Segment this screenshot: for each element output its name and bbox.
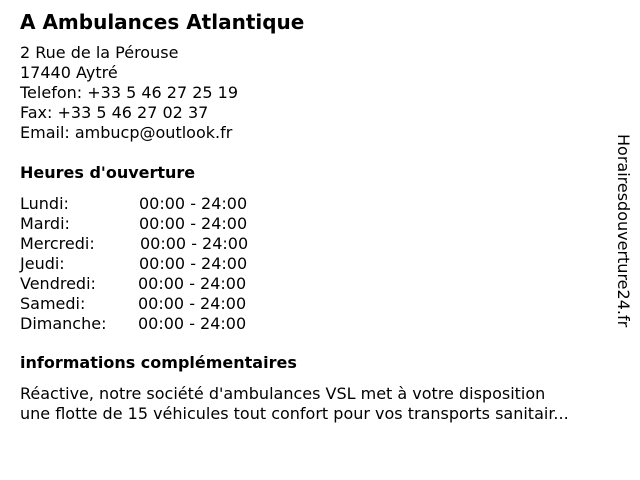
hours-row-wednesday [20,234,280,254]
contact-block [20,43,238,143]
hours-row-saturday [20,294,280,314]
time-range: 00:00 - 24:00 [140,234,249,253]
hours-row-tuesday [20,214,280,234]
hours-row-sunday [20,314,280,334]
day-label: Lundi: [20,194,69,213]
site-watermark: Horairesdouverture24.fr [614,134,633,328]
time-range: 00:00 - 24:00 [138,294,247,313]
hours-row-thursday [20,254,280,274]
opening-hours-heading: Heures d'ouverture [20,163,196,182]
time-range: 00:00 - 24:00 [139,194,248,213]
business-name: A Ambulances Atlantique [20,10,305,34]
fax-number: Fax: +33 5 46 27 02 37 [20,103,209,122]
day-label: Vendredi: [20,274,96,293]
day-label: Jeudi: [20,254,65,273]
opening-hours-table [20,194,280,334]
day-label: Mardi: [20,214,70,233]
additional-info-text [20,384,620,424]
day-label: Mercredi: [20,234,95,253]
additional-info-heading: informations complémentaires [20,353,297,372]
day-label: Samedi: [20,294,86,313]
street-address: 2 Rue de la Pérouse [20,43,179,62]
description-line: une flotte de 15 véhicules tout confort pour vos transports sanitair... [20,404,569,423]
email-address: Email: ambucp@outlook.fr [20,123,233,142]
time-range: 00:00 - 24:00 [139,254,248,273]
description-line: Réactive, notre société d'ambulances VSL met à votre disposition [20,384,546,403]
day-label: Dimanche: [20,314,107,333]
hours-row-monday [20,194,280,214]
time-range: 00:00 - 24:00 [138,314,247,333]
phone-number: Telefon: +33 5 46 27 25 19 [20,83,239,102]
hours-row-friday [20,274,280,294]
time-range: 00:00 - 24:00 [139,214,248,233]
time-range: 00:00 - 24:00 [138,274,247,293]
city-postcode: 17440 Aytré [20,63,118,82]
